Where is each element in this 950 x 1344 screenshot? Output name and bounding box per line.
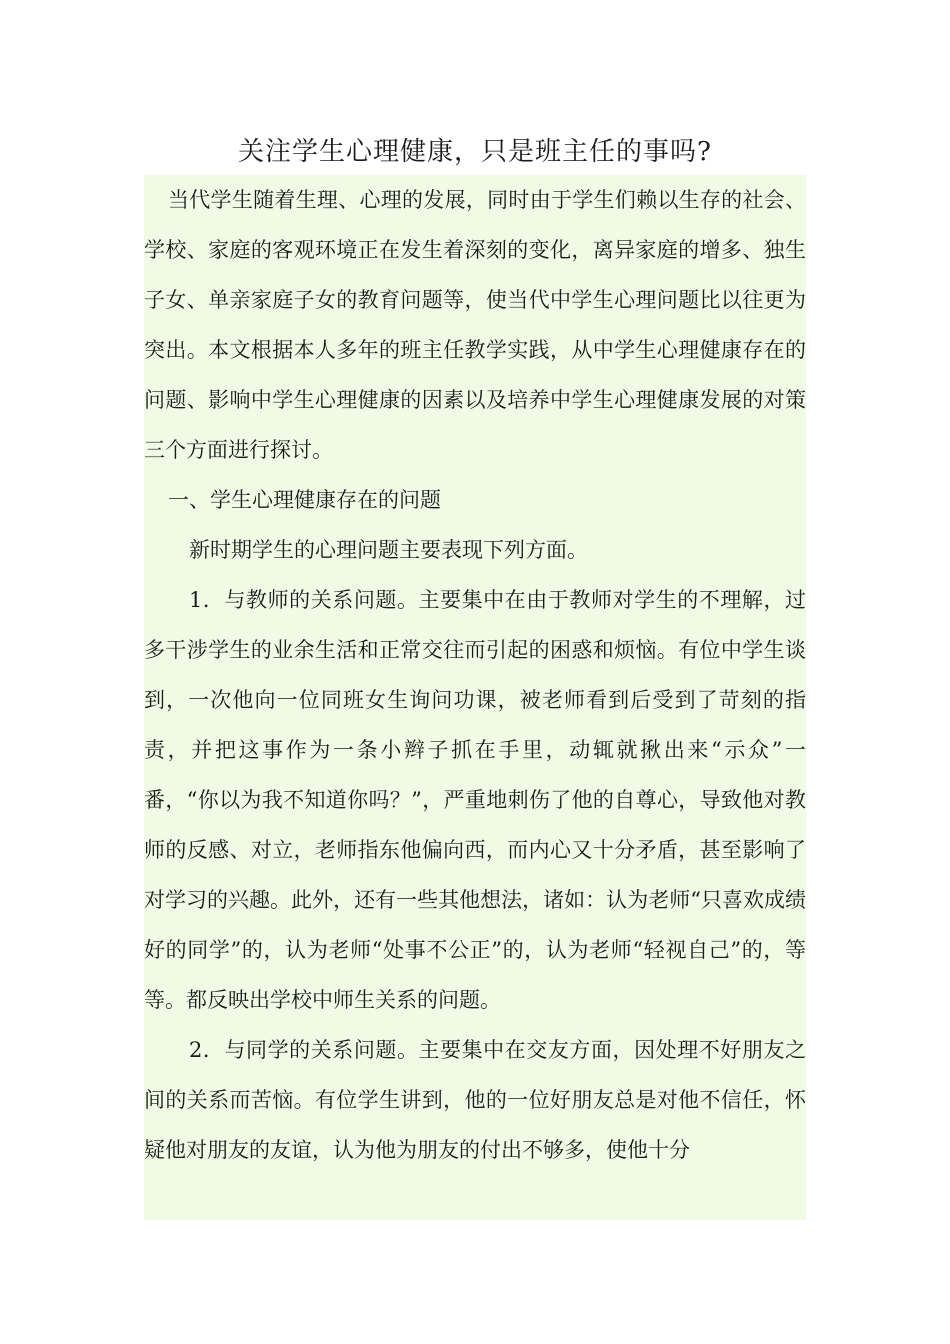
section-intro-paragraph: 新时期学生的心理问题主要表现下列方面。	[189, 538, 588, 562]
section-heading: 一、学生心理健康存在的问题	[168, 488, 441, 512]
intro-paragraph: 当代学生随着生理、心理的发展，同时由于学生们赖以生存的社会、学校、家庭的客观环境正在发生着深刻的变化，离异家庭的增多、独生子女、单亲家庭子女的教育问题等，使当代中学生心理问题比以往更为突出。本文根据本人多年的班主任教学实践，从中学生心理健康存在的问题、影响中学生心理健康的因素以及培养中学生心理健康发展的对策三个方面进行探讨。	[144, 188, 806, 462]
classmate-relation-paragraph: 2．与同学的关系问题。主要集中在交友方面，因处理不好朋友之间的关系而苦恼。有位学生讲到，他的一位好朋友总是对他不信任，怀疑他对朋友的友谊，认为他为朋友的付出不够多，使他十分	[144, 1038, 806, 1162]
teacher-relation-paragraph: 1．与教师的关系问题。主要集中在由于教师对学生的不理解，过多干涉学生的业余生活和正常交往而引起的困惑和烦恼。有位中学生谈到，一次他向一位同班女生询问功课，被老师看到后受到了苛刻的指责，并把这事作为一条小辫子抓在手里，动辄就揪出来“示众”一番，“你以为我不知道你吗？”，严重地刺伤了他的自尊心，导致他对教师的反感、对立，老师指东他偏向西，而内心又十分矛盾，甚至影响了对学习的兴趣。此外，还有一些其他想法，诸如：认为老师“只喜欢成绩好的同学”的，认为老师“处事不公正”的，认为老师“轻视自己”的，等等。都反映出学校中师生关系的问题。	[144, 588, 806, 1012]
document-title: 关注学生心理健康，只是班主任的事吗?	[238, 137, 712, 167]
document-body	[144, 175, 806, 1220]
